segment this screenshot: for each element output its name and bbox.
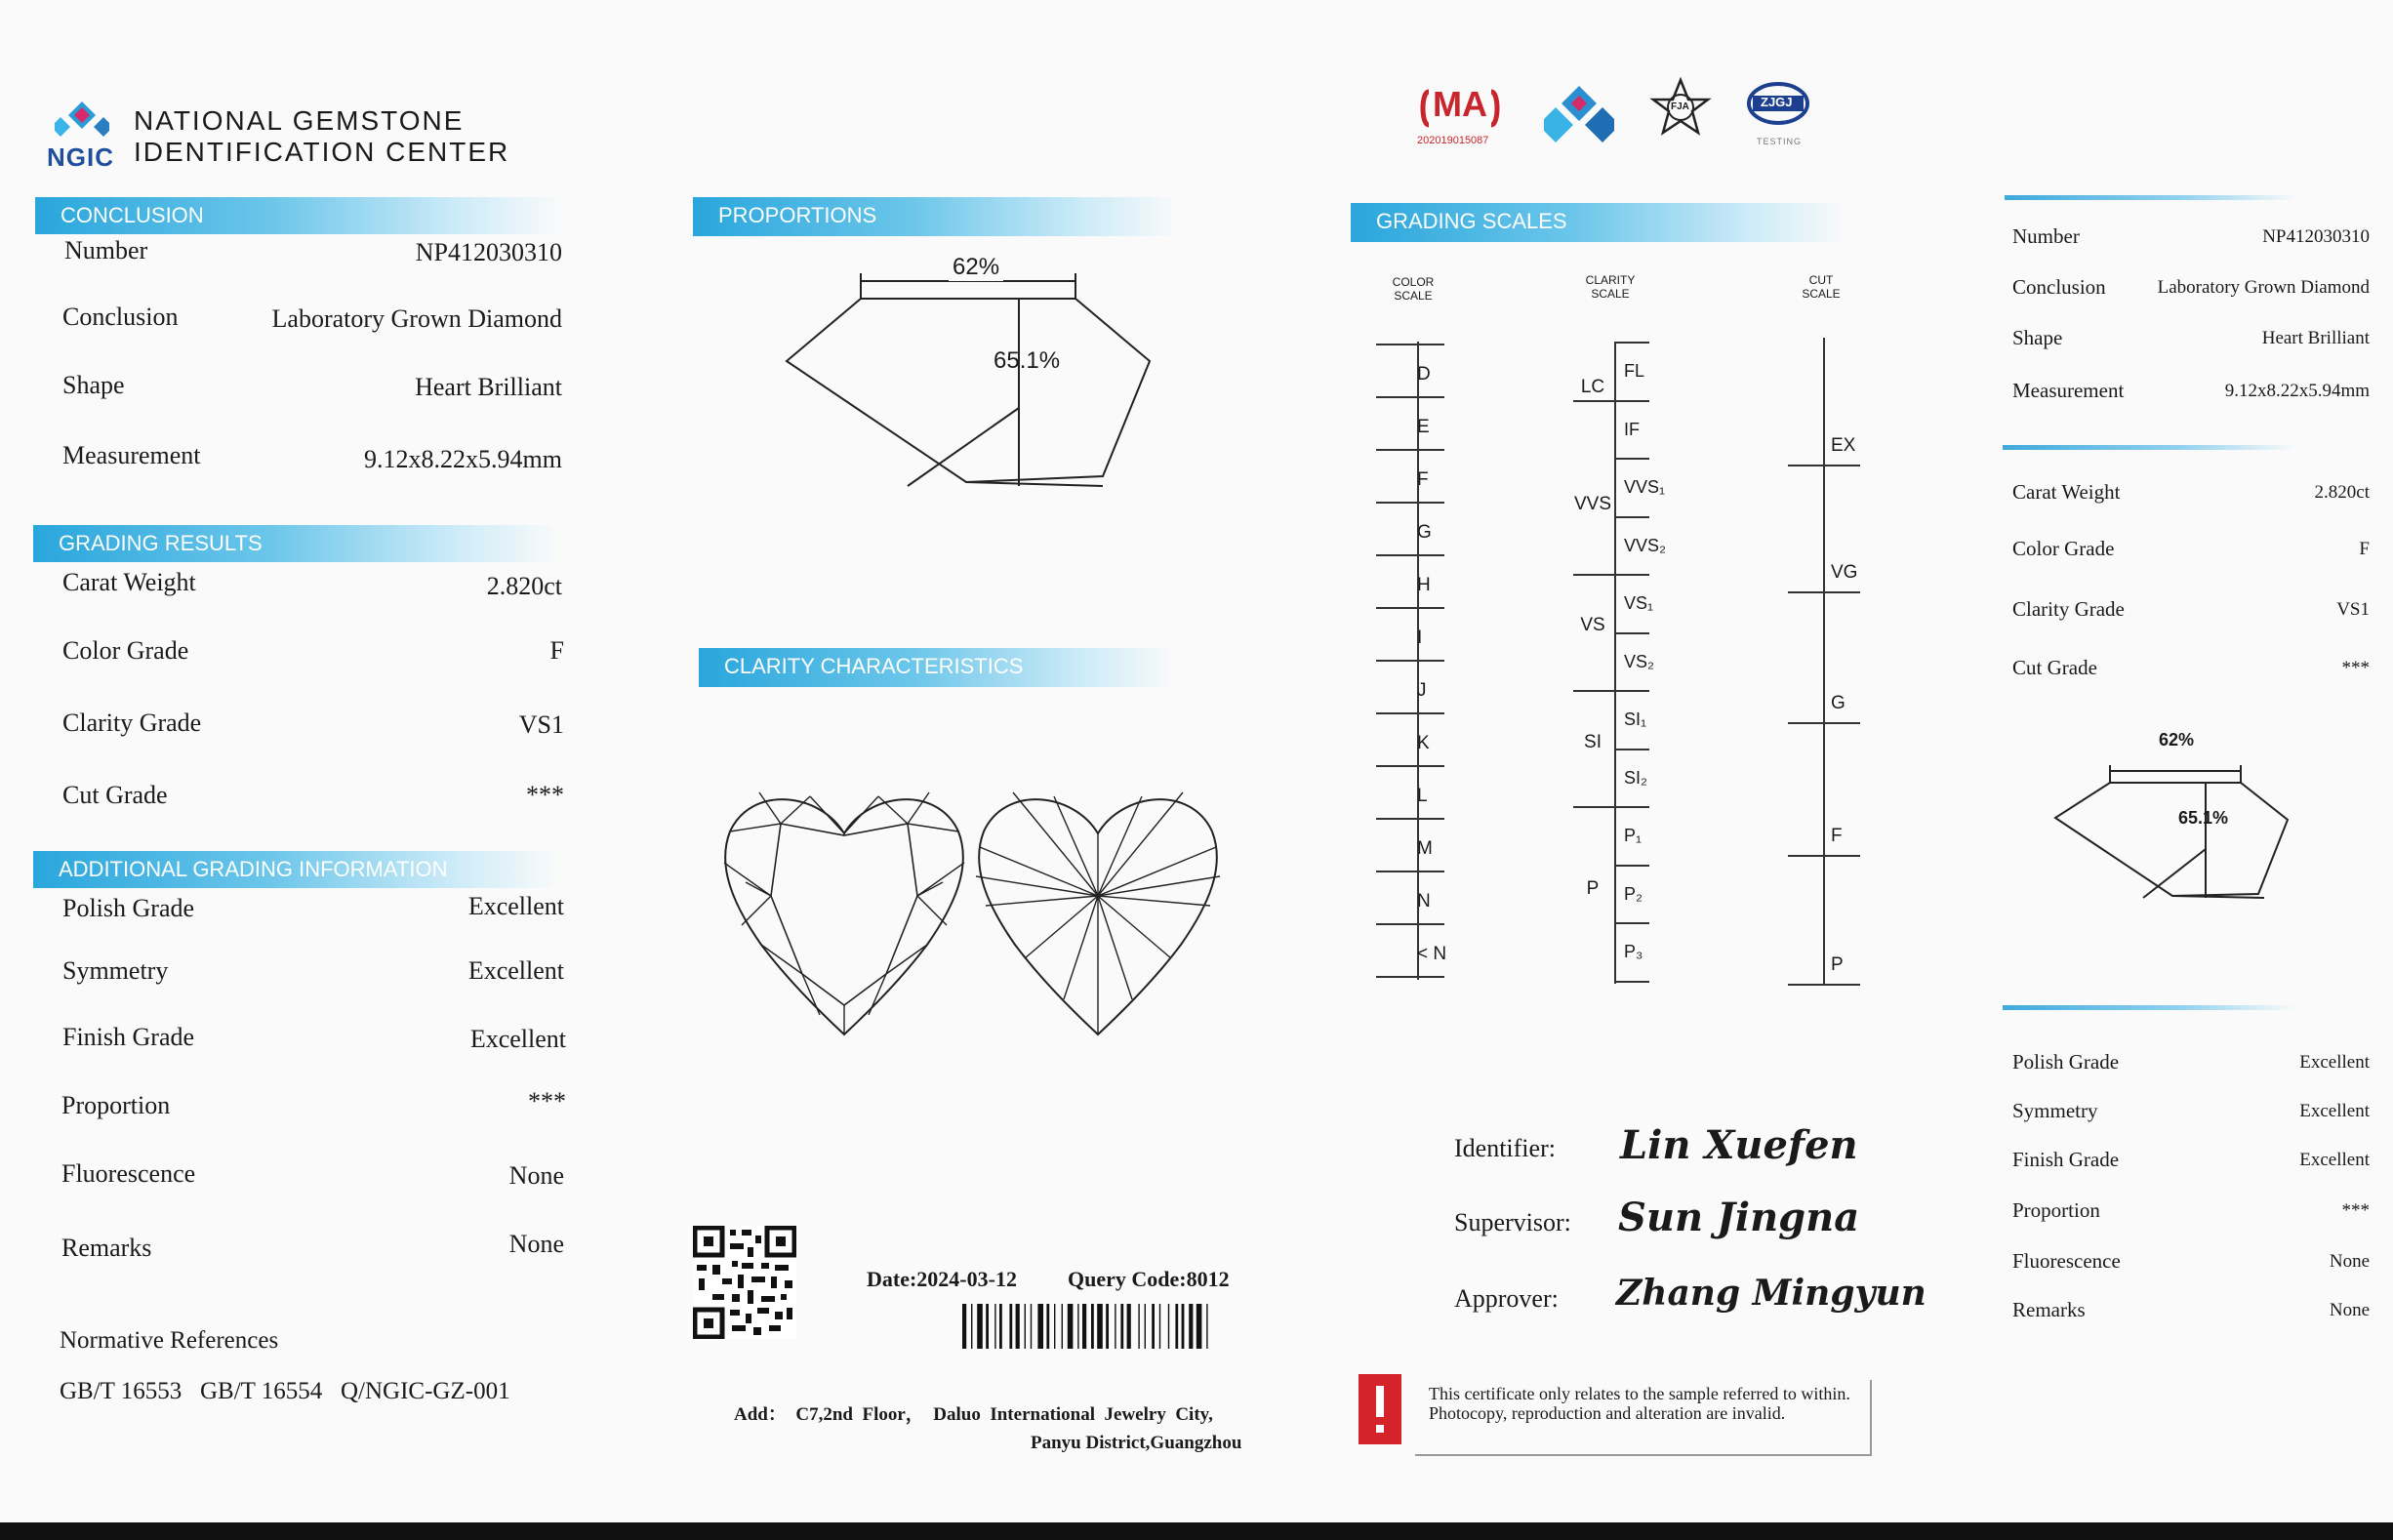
clarity-grade-label: Clarity Grade: [62, 709, 202, 737]
supervisor-signature: Sun Jingna: [1618, 1195, 1860, 1240]
clarity-grade-9: P₂: [1624, 883, 1643, 904]
color-scale-tick: [1376, 923, 1444, 925]
approver-label: Approver:: [1454, 1284, 1559, 1313]
color-scale-tick: [1376, 502, 1444, 504]
summary-block1-value-0: NP412030310: [2262, 226, 2370, 247]
qr-code: [693, 1226, 796, 1339]
summary-block1-label-3: Measurement: [2012, 379, 2125, 402]
clarity-group-tick: [1573, 574, 1614, 576]
summary-block1-value-1: Laboratory Grown Diamond: [2157, 277, 2370, 298]
conclusion-label: Conclusion: [62, 303, 179, 331]
cut-scale-title: CUT SCALE: [1802, 273, 1841, 301]
symmetry-value: Excellent: [467, 956, 564, 985]
issue-date: Date:2024-03-12: [867, 1267, 1017, 1291]
color-scale-tick: [1376, 554, 1444, 556]
summary-block2-label-1: Color Grade: [2012, 537, 2115, 560]
cut-scale-tick: [1788, 984, 1860, 986]
carat-label: Carat Weight: [62, 568, 196, 596]
color-scale-tick: [1376, 607, 1444, 609]
clarity-scale-tick: [1614, 574, 1649, 576]
grading-results-header: GRADING RESULTS: [33, 525, 560, 562]
color-grade-3: G: [1417, 522, 1432, 543]
polish-value: Excellent: [467, 892, 564, 920]
clarity-grade-4: VS₁: [1624, 593, 1654, 613]
org-name-line2: IDENTIFICATION CENTER: [134, 137, 510, 167]
clarity-grade-10: P₃: [1624, 942, 1643, 961]
summary-block2-label-2: Clarity Grade: [2012, 597, 2125, 621]
proportions-header: PROPORTIONS: [693, 197, 1181, 236]
cut-grade-2: G: [1831, 693, 1845, 713]
fluorescence-label: Fluorescence: [61, 1159, 196, 1188]
color-scale-tick: [1376, 818, 1444, 820]
summary-rule-3: [2003, 1005, 2295, 1010]
clarity-grade-5: VS₂: [1624, 651, 1654, 671]
logo-text: NGIC: [47, 142, 114, 172]
clarity-group-tick: [1573, 806, 1614, 808]
summary-block1-value-2: Heart Brilliant: [2261, 328, 2370, 348]
summary-block3-value-1: Excellent: [2299, 1101, 2370, 1121]
ngic-small-logo-icon: [1544, 82, 1614, 144]
color-grade-7: K: [1417, 733, 1430, 753]
table-percent: 62%: [949, 254, 1003, 281]
ngic-logo-icon: [55, 98, 109, 148]
address-line2: Panyu District,Guangzhou: [1031, 1433, 1242, 1453]
summary-block3-label-2: Finish Grade: [2012, 1148, 2120, 1171]
color-scale-tick: [1376, 976, 1444, 978]
finish-label: Finish Grade: [62, 1023, 195, 1051]
cut-scale-tick: [1788, 855, 1860, 857]
cut-grade-1: VG: [1831, 562, 1858, 583]
clarity-scale-tick: [1614, 749, 1649, 750]
clarity-scale-tick: [1614, 342, 1649, 344]
proportions-diagram: [781, 252, 1161, 496]
carat-value: 2.820ct: [486, 572, 562, 600]
color-grade-value: F: [549, 636, 564, 665]
query-code: Query Code:8012: [1068, 1267, 1230, 1291]
summary-block1-label-1: Conclusion: [2012, 275, 2106, 299]
remarks-label: Remarks: [61, 1234, 152, 1262]
summary-block2-value-1: F: [2359, 539, 2370, 559]
shape-label: Shape: [62, 371, 125, 399]
proportion-label: Proportion: [61, 1091, 171, 1119]
number-label: Number: [64, 236, 148, 264]
summary-block3-value-0: Excellent: [2299, 1052, 2370, 1073]
clarity-grade-8: P₁: [1624, 826, 1643, 845]
color-scale-tick: [1376, 712, 1444, 714]
summary-block3-label-5: Remarks: [2012, 1298, 2086, 1321]
summary-rule-1: [2005, 195, 2297, 200]
summary-rule-2: [2003, 445, 2295, 450]
clarity-group-1: VVS: [1573, 494, 1612, 514]
color-grade-11: < N: [1417, 944, 1447, 964]
color-grade-5: I: [1417, 628, 1423, 648]
summary-block3-value-2: Excellent: [2299, 1150, 2370, 1170]
summary-block1-value-3: 9.12x8.22x5.94mm: [2224, 381, 2370, 401]
summary-block3-value-5: None: [2329, 1300, 2370, 1320]
color-scale-tick: [1376, 765, 1444, 767]
clarity-group-0: LC: [1580, 377, 1605, 397]
cut-scale-tick: [1788, 591, 1860, 593]
polish-label: Polish Grade: [62, 894, 195, 922]
proportion-value: ***: [528, 1087, 566, 1115]
summary-block2-label-3: Cut Grade: [2012, 656, 2097, 679]
cut-scale-axis: [1823, 338, 1825, 986]
additional-info-header: ADDITIONAL GRADING INFORMATION: [33, 851, 560, 888]
color-grade-8: L: [1417, 786, 1428, 806]
summary-block2-value-2: VS1: [2336, 599, 2370, 620]
summary-block3-label-0: Polish Grade: [2012, 1050, 2120, 1074]
color-grade-0: D: [1417, 364, 1431, 385]
heart-crown-diagram: [722, 789, 966, 1038]
cut-scale-tick: [1788, 465, 1860, 466]
cut-grade-3: F: [1831, 826, 1843, 846]
clarity-scale-tick: [1614, 458, 1649, 460]
barcode: [962, 1304, 1247, 1351]
conclusion-value: Laboratory Grown Diamond: [271, 304, 562, 333]
color-scale-tick: [1376, 871, 1444, 872]
cma-number: 202019015087: [1417, 135, 1489, 146]
clarity-scale-tick: [1614, 806, 1649, 808]
fluorescence-value: None: [508, 1161, 564, 1190]
clarity-group-3: SI: [1584, 732, 1602, 752]
summary-depth-percent: 65.1%: [2178, 808, 2229, 828]
clarity-scale-tick: [1614, 922, 1649, 924]
clarity-scale-tick: [1614, 516, 1649, 518]
cut-grade-label: Cut Grade: [62, 781, 168, 809]
cut-grade-value: ***: [526, 781, 564, 809]
color-grade-6: J: [1417, 680, 1427, 701]
disclaimer-text: This certificate only relates to the sample referred to within. Photocopy, reproduction and alteration are invalid.: [1429, 1384, 1850, 1423]
normative-refs: GB/T 16553 GB/T 16554 Q/NGIC-GZ-001: [60, 1378, 510, 1404]
clarity-grade-0: FL: [1624, 361, 1645, 381]
shape-value: Heart Brilliant: [415, 373, 562, 401]
supervisor-label: Supervisor:: [1454, 1208, 1571, 1236]
color-grade-9: M: [1417, 838, 1433, 859]
color-grade-label: Color Grade: [62, 636, 189, 665]
clarity-group-tick: [1573, 400, 1614, 402]
org-name-line1: NATIONAL GEMSTONE: [134, 105, 465, 136]
symmetry-label: Symmetry: [62, 956, 169, 985]
clarity-scale-tick: [1614, 865, 1649, 867]
summary-block3-label-3: Proportion: [2012, 1198, 2100, 1222]
remarks-value: None: [508, 1230, 564, 1258]
color-scale-tick: [1376, 449, 1444, 451]
conclusion-header: CONCLUSION: [35, 197, 562, 234]
clarity-group-tick: [1573, 690, 1614, 692]
color-scale-tick: [1376, 660, 1444, 662]
summary-proportions-diagram: [2049, 751, 2293, 908]
number-value: NP412030310: [415, 238, 562, 266]
identifier-label: Identifier:: [1454, 1134, 1556, 1162]
clarity-grade-2: VVS₁: [1624, 477, 1666, 497]
depth-percent: 65.1%: [994, 347, 1061, 374]
warning-icon: [1357, 1370, 1405, 1448]
summary-block3-label-4: Fluorescence: [2012, 1249, 2121, 1273]
clarity-group-4: P: [1586, 878, 1600, 899]
normative-title: Normative References: [60, 1327, 279, 1354]
color-grade-4: H: [1417, 575, 1431, 595]
heart-pavilion-diagram: [976, 789, 1220, 1038]
address-line1: Add： C7,2nd Floor， Daluo International Jewelry City,: [734, 1404, 1213, 1425]
clarity-scale-axis: [1614, 342, 1616, 984]
measurement-value: 9.12x8.22x5.94mm: [364, 445, 562, 473]
measurement-label: Measurement: [62, 441, 201, 469]
summary-table-percent: 62%: [2159, 730, 2195, 750]
zjgj-text: ZJGJ: [1761, 95, 1793, 109]
color-scale-tick: [1376, 344, 1444, 345]
testing-text: TESTING: [1757, 137, 1803, 146]
clarity-grade-value: VS1: [518, 710, 564, 739]
finish-value: Excellent: [469, 1025, 566, 1053]
color-scale-tick: [1376, 396, 1444, 398]
approver-signature: Zhang Mingyun: [1616, 1273, 1927, 1314]
clarity-scale-tick: [1614, 690, 1649, 692]
clarity-grade-7: SI₂: [1624, 767, 1647, 788]
clarity-grade-3: VVS₂: [1624, 535, 1667, 555]
clarity-scale-title: CLARITY SCALE: [1585, 273, 1636, 301]
color-grade-1: E: [1417, 417, 1430, 437]
cut-grade-4: P: [1831, 954, 1844, 975]
summary-block3-label-1: Symmetry: [2012, 1099, 2098, 1122]
color-scale-title: COLOR SCALE: [1392, 275, 1435, 303]
clarity-grade-6: SI₁: [1624, 709, 1647, 729]
summary-block2-value-3: ***: [2341, 658, 2370, 678]
grading-scales-header: GRADING SCALES: [1351, 203, 1848, 242]
summary-block2-label-0: Carat Weight: [2012, 480, 2121, 504]
summary-block2-value-0: 2.820ct: [2314, 482, 2370, 503]
summary-block1-label-0: Number: [2012, 224, 2080, 248]
cut-grade-0: EX: [1831, 435, 1856, 456]
clarity-scale-tick: [1614, 981, 1649, 983]
clarity-scale-tick: [1614, 400, 1649, 402]
clarity-scale-tick: [1614, 632, 1649, 634]
color-grade-2: F: [1417, 469, 1429, 490]
identifier-signature: Lin Xuefen: [1620, 1122, 1858, 1168]
cma-logo-text: MA: [1433, 84, 1487, 124]
cut-scale-tick: [1788, 722, 1860, 724]
summary-block3-value-3: ***: [2341, 1200, 2370, 1221]
fja-text: FJA: [1671, 101, 1689, 112]
summary-block3-value-4: None: [2329, 1251, 2370, 1272]
summary-block1-label-2: Shape: [2012, 326, 2063, 349]
clarity-characteristics-header: CLARITY CHARACTERISTICS: [699, 648, 1177, 687]
clarity-grade-1: IF: [1624, 419, 1640, 439]
color-grade-10: N: [1417, 891, 1431, 912]
clarity-group-2: VS: [1580, 615, 1605, 635]
